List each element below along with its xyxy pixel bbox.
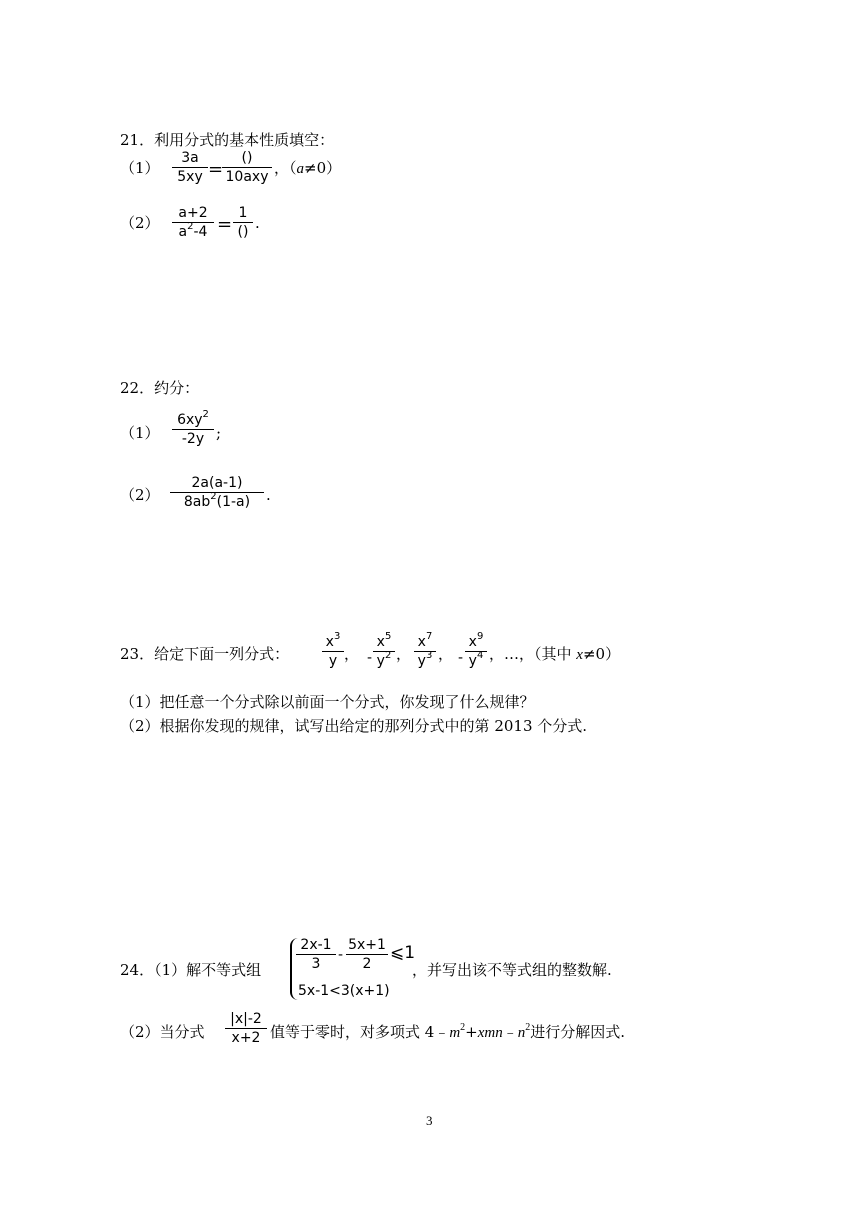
period: . [255, 214, 260, 232]
page-number: 3 [426, 1113, 433, 1128]
q24-p2-prefix: （2）当分式 [120, 1023, 205, 1041]
q21-title: 21．利用分式的基本性质填空： [120, 131, 335, 149]
numerator: $x^5$ [376, 631, 392, 650]
fraction-bar [170, 492, 264, 493]
numerator: $6xy^2$ [177, 409, 209, 428]
q24-p2-fraction [225, 1012, 267, 1045]
fraction-bar [346, 954, 388, 955]
q21-p2-fraction-right [233, 206, 253, 239]
fraction-bar [233, 222, 253, 223]
denominator: $a^2-4$ [178, 221, 208, 240]
numerator: 2x-1 [300, 937, 332, 953]
q24-row2: 5x-1<3(x+1) [298, 983, 390, 999]
minus-sign: - [338, 947, 344, 963]
numerator: 3a [181, 150, 199, 166]
denominator: y [328, 653, 338, 669]
numerator: () [241, 150, 253, 166]
q23-term-1 [322, 631, 344, 669]
q24-row1-fraction-2 [346, 938, 388, 971]
period: . [266, 486, 271, 504]
fraction-bar [222, 167, 272, 168]
denominator: 2 [362, 956, 372, 972]
fraction-bar [172, 429, 214, 430]
q22-title: 22．约分： [120, 379, 200, 397]
q21-p1-fraction-right [222, 151, 272, 184]
denominator: $8ab^2(1-a)$ [183, 491, 251, 510]
q23-term-2-sign: - [367, 650, 373, 666]
q21-p1-condition [274, 161, 341, 177]
q22-p2-label: （2） [120, 486, 160, 504]
equals-sign: = [208, 159, 224, 180]
q21-p1-fraction-left [172, 151, 208, 184]
numerator: 5x+1 [348, 937, 386, 953]
tail-var: x [576, 647, 583, 663]
semicolon: ; [216, 424, 222, 442]
q21-p2-fraction-left [172, 206, 214, 239]
fraction-bar [172, 167, 208, 168]
denominator: 3 [311, 956, 321, 972]
numerator: $x^7$ [417, 631, 433, 650]
denominator: x+2 [231, 1030, 261, 1046]
q23-title: 23．给定下面一列分式： [120, 645, 290, 663]
denominator: () [237, 224, 249, 240]
numerator: $x^9$ [468, 631, 484, 650]
denominator: $y^4$ [468, 650, 484, 669]
denominator: $y^2$ [376, 650, 392, 669]
q21-p2-label: （2） [120, 214, 160, 232]
numerator: a+2 [178, 205, 208, 221]
equals-sign: = [217, 214, 233, 235]
tail-prefix: ，…，（其中 [489, 645, 577, 663]
q23-p1: （1）把任意一个分式除以前面一个分式，你发现了什么规律？ [120, 693, 535, 711]
q24-suffix: ，并写出该不等式组的整数解. [412, 961, 612, 979]
q24-p2-text: 值等于零时，对多项式 $4﹣m^2+xmn﹣n^2$进行分解因式. [270, 1022, 626, 1041]
q22-p1-label: （1） [120, 424, 160, 442]
separator: ， [438, 645, 454, 663]
q24-row1-fraction-1 [296, 938, 336, 971]
numerator: $x^3$ [325, 631, 341, 650]
condition-var: a [296, 161, 305, 177]
q21-p1-label: （1） [120, 159, 160, 177]
numerator: |x|-2 [230, 1011, 262, 1027]
q22-p1-fraction [172, 409, 214, 447]
condition-prefix: ，（ [274, 159, 297, 177]
q23-term-4 [465, 631, 487, 669]
separator: ， [344, 645, 360, 663]
tail-rest: ≠0） [582, 645, 621, 663]
q23-term-4-sign: - [458, 650, 464, 666]
numerator: 1 [238, 205, 248, 221]
q23-tail [489, 647, 620, 663]
q23-term-3 [414, 631, 436, 669]
denominator: -2y [181, 431, 205, 447]
denominator: 5xy [177, 169, 203, 185]
q23-p2: （2）根据你发现的规律，试写出给定的那列分式中的第 2013 个分式. [120, 717, 588, 735]
fraction-bar [225, 1028, 267, 1029]
fraction-bar [296, 954, 336, 955]
fraction-bar [322, 651, 344, 652]
denominator: 10axy [225, 169, 269, 185]
q23-term-2 [373, 631, 395, 669]
q24-row1-relation: ⩽1 [390, 943, 416, 963]
condition-rest: ≠0） [304, 159, 342, 177]
denominator: $y^3$ [417, 650, 433, 669]
numerator: 2a(a-1) [191, 475, 243, 491]
q24-prefix: 24．（1）解不等式组 [120, 961, 262, 979]
separator: ， [396, 645, 412, 663]
q22-p2-fraction [170, 476, 264, 509]
